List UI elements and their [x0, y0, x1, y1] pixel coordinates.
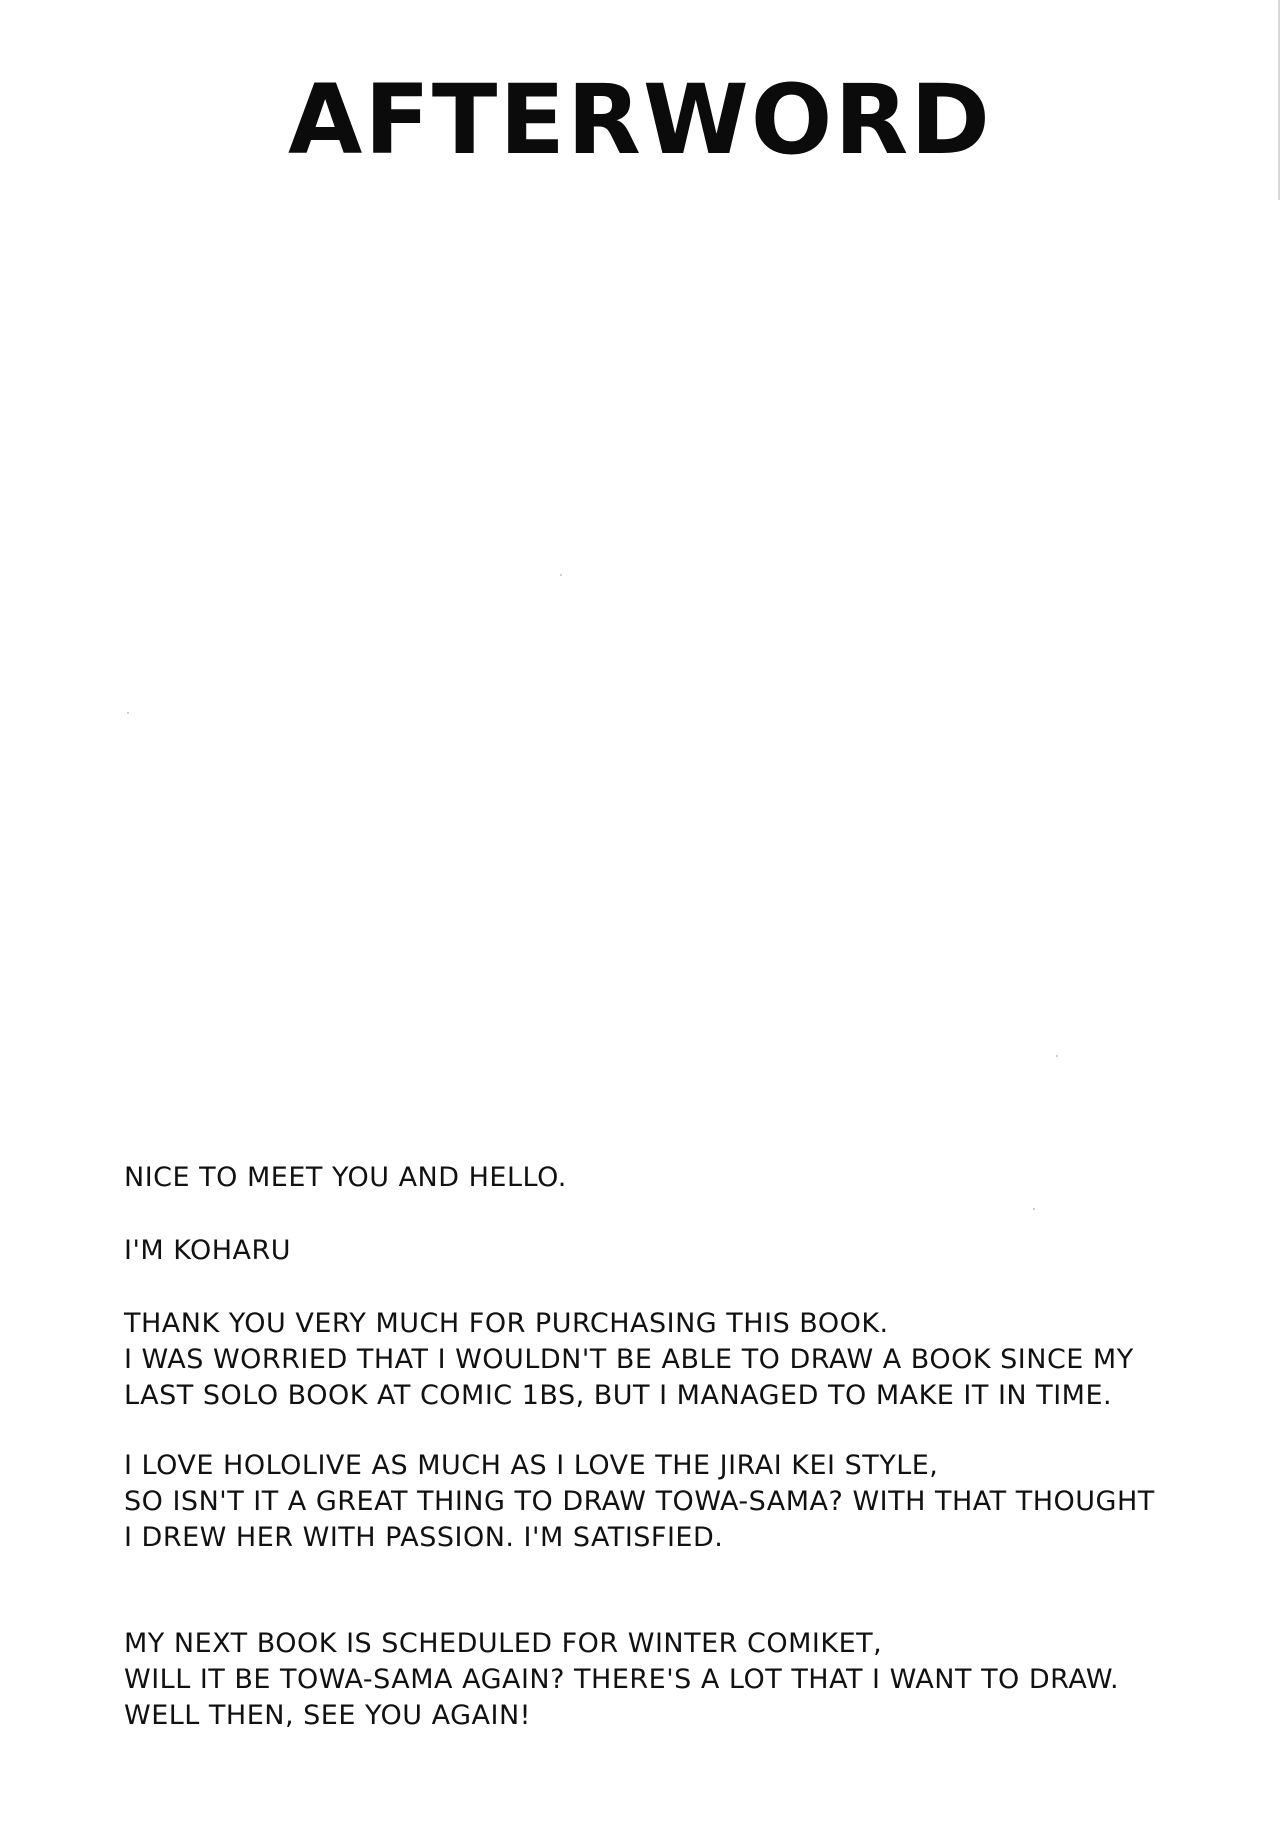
text-line: WILL IT BE TOWA-SAMA AGAIN? THERE'S A LOT THAT I WANT TO DRAW.	[124, 1664, 1120, 1695]
text-line: I'M KOHARU	[124, 1235, 292, 1266]
text-line: LAST SOLO BOOK AT COMIC 1BS, BUT I MANAGED TO MAKE IT IN TIME.	[124, 1380, 1113, 1411]
paper-speck	[127, 712, 129, 714]
text-line: WELL THEN, SEE YOU AGAIN!	[124, 1700, 531, 1731]
paragraph-hololive	[124, 1448, 1184, 1556]
paragraph-next-book	[124, 1626, 1184, 1734]
paragraph-thanks	[124, 1306, 1184, 1414]
paragraph-greeting	[124, 1160, 1184, 1196]
page-title: AFTERWORD	[288, 64, 992, 176]
paragraph-author	[124, 1233, 1184, 1269]
text-line: THANK YOU VERY MUCH FOR PURCHASING THIS BOOK.	[124, 1308, 889, 1339]
text-line: I DREW HER WITH PASSION. I'M SATISFIED.	[124, 1522, 724, 1553]
afterword-body	[124, 1160, 1184, 1768]
text-line: MY NEXT BOOK IS SCHEDULED FOR WINTER COMIKET,	[124, 1628, 883, 1659]
paper-speck	[1056, 1055, 1058, 1057]
text-line: SO ISN'T IT A GREAT THING TO DRAW TOWA-SAMA? WITH THAT THOUGHT	[124, 1486, 1155, 1517]
paper-speck	[560, 574, 562, 576]
text-line: I WAS WORRIED THAT I WOULDN'T BE ABLE TO DRAW A BOOK SINCE MY	[124, 1344, 1134, 1375]
text-line: I LOVE HOLOLIVE AS MUCH AS I LOVE THE JIRAI KEI STYLE,	[124, 1450, 939, 1481]
text-line: NICE TO MEET YOU AND HELLO.	[124, 1162, 567, 1193]
